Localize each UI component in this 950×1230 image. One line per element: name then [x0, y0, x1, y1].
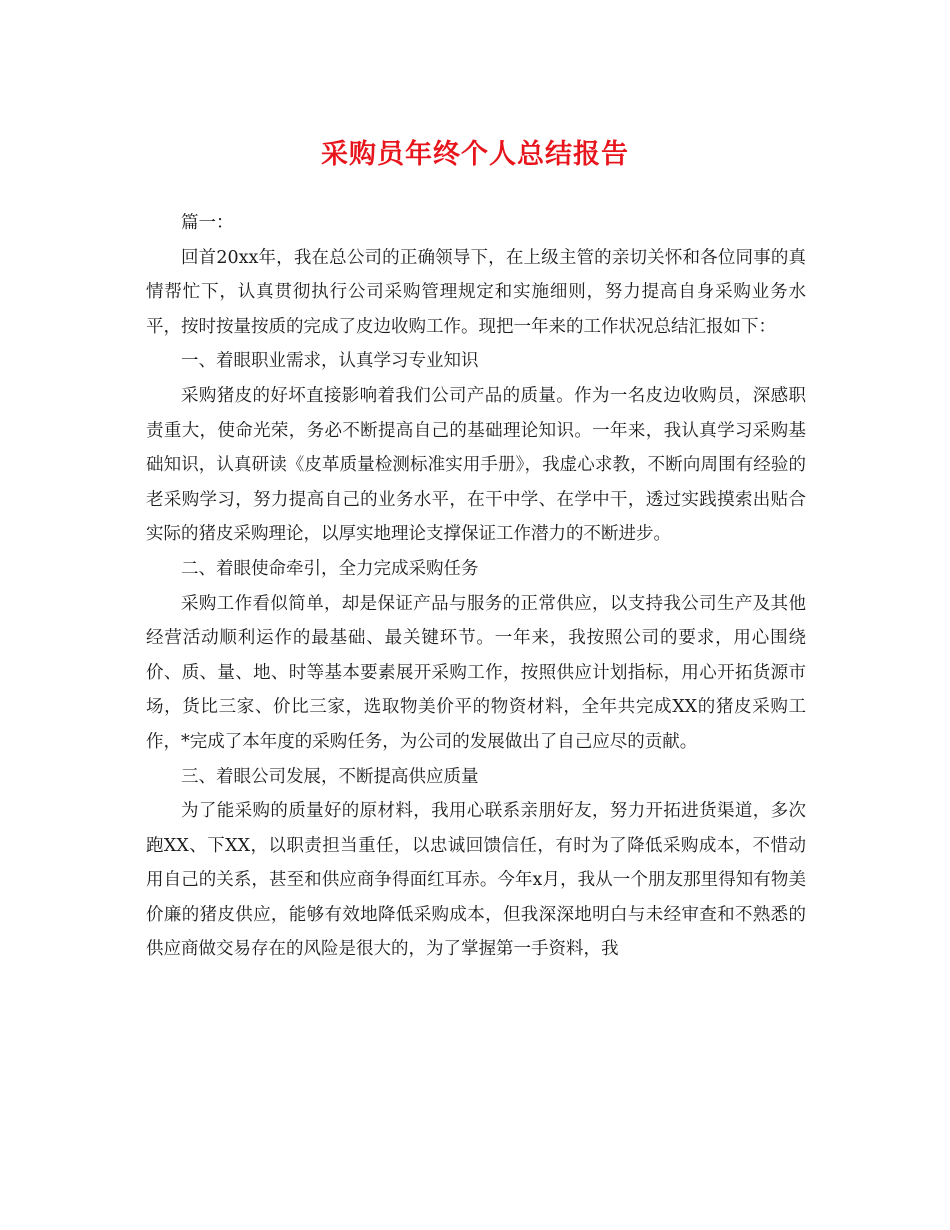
paragraph-section-3: 为了能采购的质量好的原材料，我用心联系亲朋好友，努力开拓进货渠道，多次跑XX、下XX，以职责担当重任，以忠诚回馈信任，有时为了降低采购成本，不惜动用自己的关系，甚至和供应商争得面红耳赤。今年x月，我从一个朋友那里得知有物美价廉的猪皮供应，能够有效地降低采购成本，但我深深地明白与未经审查和不熟悉的供应商做交易存在的风险是很大的，为了掌握第一手资料，我 — [146, 801, 806, 960]
heading-section-3: 三、着眼公司发展，不断提高供应质量 — [181, 766, 479, 787]
paragraph-section-2: 采购工作看似简单，却是保证产品与服务的正常供应，以支持我公司生产及其他经营活动顺利运作的最基础、最关键环节。一年来，我按照公司的要求，用心围绕价、质、量、地、时等基本要素展开采购工作，按照供应计划指标，用心开拓货源市场，货比三家、价比三家，选取物美价平的物资材料，全年共完成XX的猪皮采购工作，*完成了本年度的采购任务，为公司的发展做出了自己应尽的贡献。 — [146, 593, 806, 752]
document-title: 采购员年终个人总结报告 — [321, 139, 629, 170]
paragraph-intro: 回首20xx年，我在总公司的正确领导下，在上级主管的亲切关怀和各位同事的真情帮忙下，认真贯彻执行公司采购管理规定和实施细则，努力提高自身采购业务水平，按时按量按质的完成了皮边收购工作。现把一年来的工作状况总结汇报如下： — [146, 247, 806, 337]
paragraph-section-label: 篇一： — [181, 213, 234, 233]
heading-section-2: 二、着眼使命牵引，全力完成采购任务 — [181, 558, 479, 579]
paragraph-section-1: 采购猪皮的好坏直接影响着我们公司产品的质量。作为一名皮边收购员，深感职责重大，使命光荣，务必不断提高自己的基础理论知识。一年来，我认真学习采购基础知识，认真研读《皮革质量检测标准实用手册》，我虚心求教，不断向周围有经验的老采购学习，努力提高自己的业务水平，在干中学、在学中干，透过实践摸索出贴合实际的猪皮采购理论，以厚实地理论支撑保证工作潜力的不断进步。 — [146, 385, 806, 545]
document-body — [146, 206, 806, 967]
heading-section-1: 一、着眼职业需求，认真学习专业知识 — [181, 351, 479, 372]
